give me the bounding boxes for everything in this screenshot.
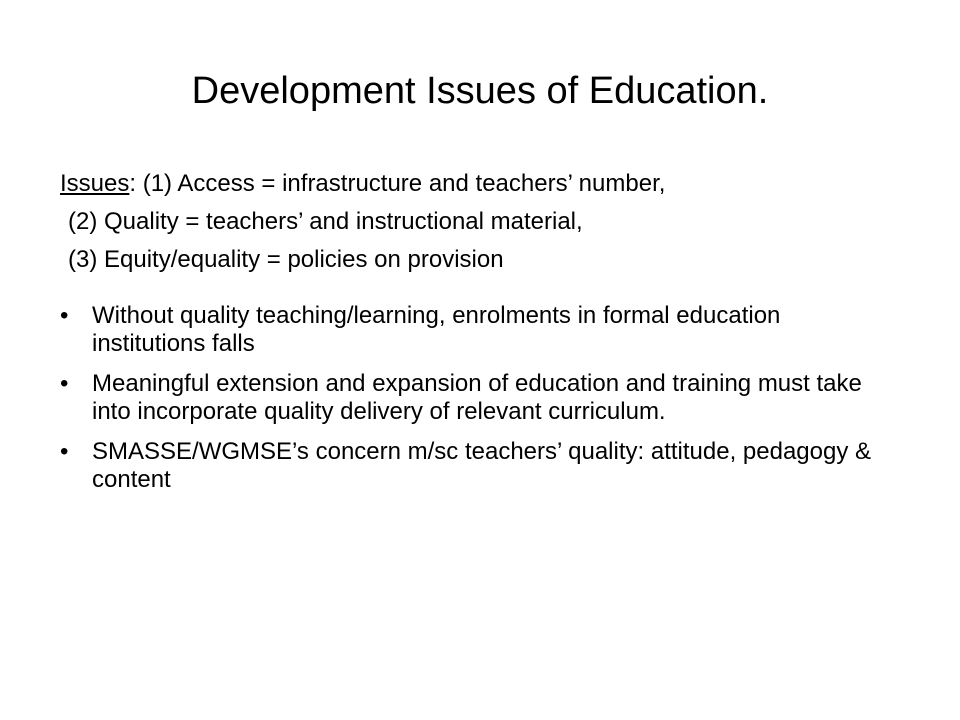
slide-title: Development Issues of Education. [191,70,769,112]
bullet-icon: • [60,370,69,397]
bullet-icon: • [60,302,69,329]
issues-label: Issues [60,170,130,197]
issues-line-access [60,170,920,208]
issues-line-equity: (3) Equity/equality = policies on provision [68,246,504,273]
bullet-icon: • [60,438,69,465]
bullet-list [60,302,900,506]
bullet-item [60,302,900,358]
issues-block [60,170,920,284]
issues-line-access-text: : (1) Access = infrastructure and teachers’ number, [129,170,666,197]
bullet-item [60,438,900,494]
issues-line-quality: (2) Quality = teachers’ and instructional material, [68,208,583,235]
bullet-text: Without quality teaching/learning, enrolments in formal education institutions falls [92,302,781,357]
bullet-text: Meaningful extension and expansion of education and training must take into incorporate quality delivery of relevant curriculum. [92,370,862,425]
bullet-item [60,370,900,426]
bullet-text: SMASSE/WGMSE’s concern m/sc teachers’ quality: attitude, pedagogy & content [92,438,872,493]
